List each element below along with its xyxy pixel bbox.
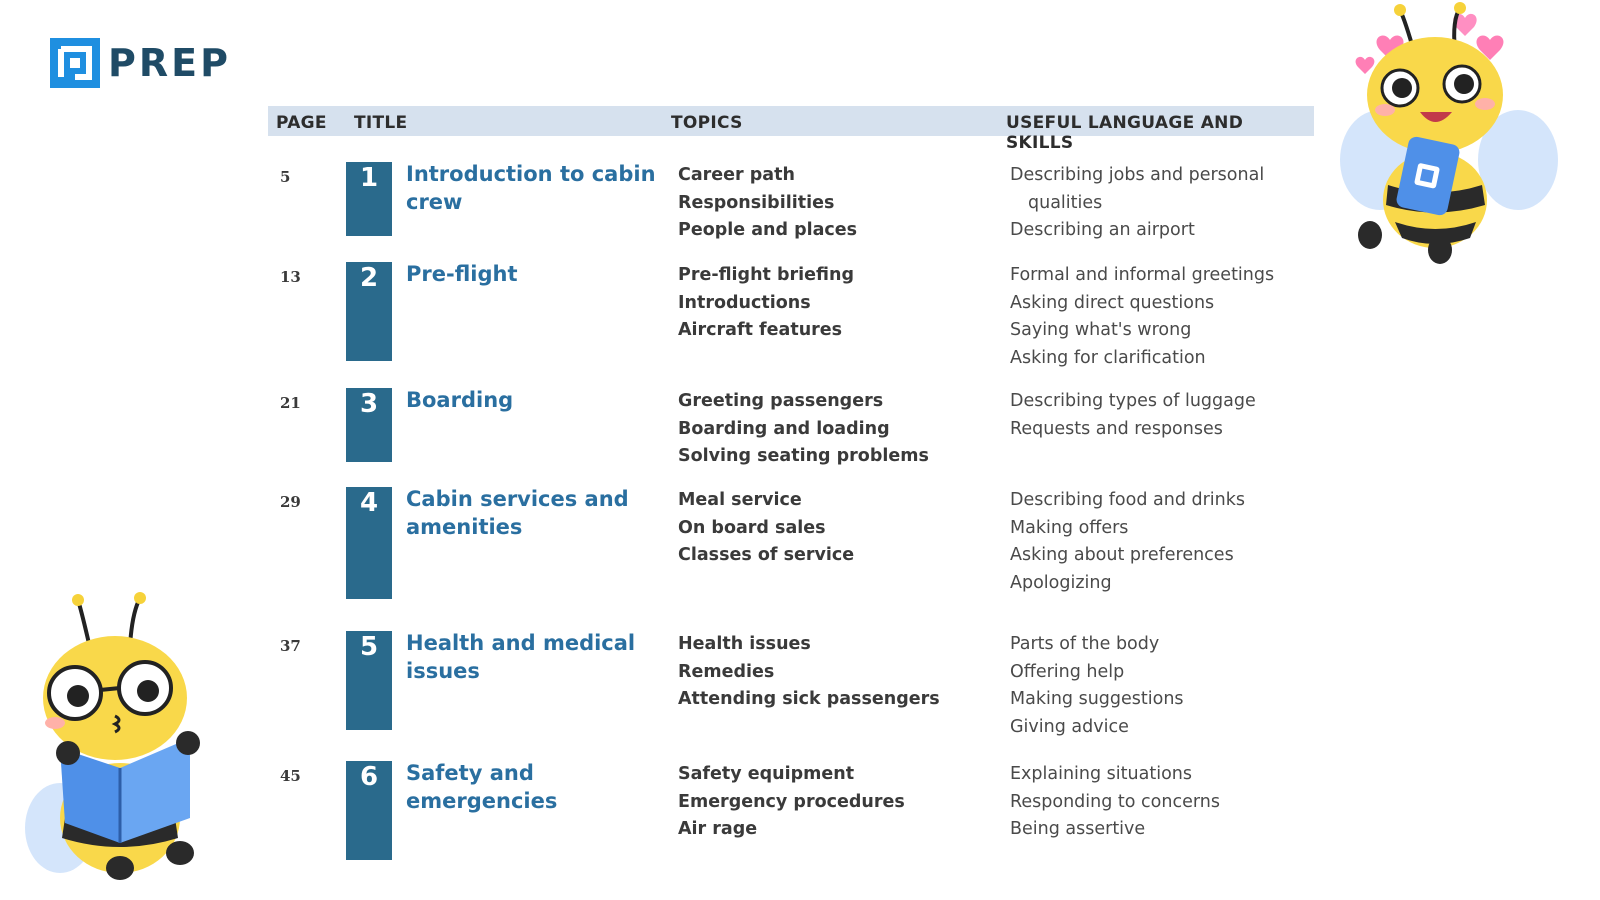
skill-item: Responding to concerns [1010,791,1220,812]
skill-item: Requests and responses [1010,418,1223,439]
topic-item: On board sales [678,517,826,538]
skill-item: Describing jobs and personal [1010,165,1265,185]
unit-title: Cabin services and amenities [406,487,629,539]
unit-topics [678,631,940,714]
skill-item: Parts of the body [1010,634,1160,654]
unit-title: Boarding [406,388,514,412]
unit-number-box [346,262,392,361]
unit-number: 1 [359,163,379,193]
unit-number-box [346,631,392,730]
unit-page-number: 29 [280,493,301,511]
prep-logo [50,38,231,88]
unit-number-box [346,761,392,860]
unit-page-number: 5 [280,168,291,186]
unit-number-box [346,162,392,236]
header-topics: TOPICS [671,113,743,133]
topic-item: Classes of service [678,545,855,565]
topic-item: Health issues [678,634,811,654]
skill-item: Saying what's wrong [1010,320,1192,340]
header-title: TITLE [354,113,408,133]
unit-title: Introduction to cabin crew [406,162,656,214]
unit-topics [678,262,854,345]
topic-item: Pre-flight briefing [678,265,854,285]
skill-item: Explaining situations [1010,764,1192,784]
skill-item: Offering help [1010,661,1125,682]
unit-page-number: 37 [280,637,301,655]
unit-number-box [346,388,392,462]
brand-name: PREP [108,41,231,85]
unit-skills [1010,631,1184,741]
table-header [268,106,1314,153]
skill-item: Describing an airport [1010,220,1195,240]
unit-topics [678,761,905,844]
skill-item: Asking for clarification [1010,347,1206,368]
unit-skills [1010,487,1245,597]
unit-topics [678,388,929,471]
topic-item: Meal service [678,490,802,510]
topic-item: People and places [678,220,858,240]
unit-topics [678,162,857,245]
unit-title: Pre-flight [406,262,518,286]
topic-item: Solving seating problems [678,446,929,466]
skill-item: Asking about preferences [1010,545,1234,565]
topic-item: Aircraft features [678,320,843,340]
unit-page-number: 13 [280,268,301,286]
unit-title: Health and medical issues [406,631,636,683]
unit-skills [1010,388,1256,443]
unit-title: Safety and emergencies [406,761,558,813]
unit-number: 6 [359,762,379,792]
skill-item: qualities [1028,192,1103,213]
topic-item: Boarding and loading [678,418,890,439]
skill-item: Making offers [1010,517,1129,538]
topic-item: Responsibilities [678,192,835,213]
unit-number: 4 [359,488,379,518]
unit-skills [1010,761,1220,844]
unit-skills [1010,162,1264,245]
bee-mascot-phone-icon [1340,0,1560,275]
skill-item: Apologizing [1010,572,1112,593]
unit-number: 3 [359,389,379,419]
topic-item: Emergency procedures [678,791,905,812]
header-skills: USEFUL LANGUAGE AND SKILLS [1006,113,1244,153]
topic-item: Attending sick passengers [678,689,940,709]
unit-number: 5 [359,632,379,662]
topic-item: Introductions [678,292,811,313]
skill-item: Being assertive [1010,819,1146,839]
topic-item: Air rage [678,819,758,839]
unit-number: 2 [359,263,379,293]
topic-item: Greeting passengers [678,391,884,411]
unit-page-number: 21 [280,394,301,412]
skill-item: Making suggestions [1010,689,1184,709]
header-page: PAGE [276,113,327,133]
topic-item: Remedies [678,661,775,682]
prep-logo-icon [50,38,100,88]
unit-skills [1010,262,1274,372]
skill-item: Describing types of luggage [1010,391,1256,411]
skill-item: Asking direct questions [1010,292,1215,313]
unit-page-number: 45 [280,767,301,785]
topic-item: Safety equipment [678,764,855,784]
skill-item: Formal and informal greetings [1010,265,1275,285]
topic-item: Career path [678,165,795,185]
bee-mascot-reading-icon [20,588,220,888]
skill-item: Describing food and drinks [1010,490,1246,510]
unit-topics [678,487,854,570]
unit-number-box [346,487,392,599]
skill-item: Giving advice [1010,716,1129,737]
